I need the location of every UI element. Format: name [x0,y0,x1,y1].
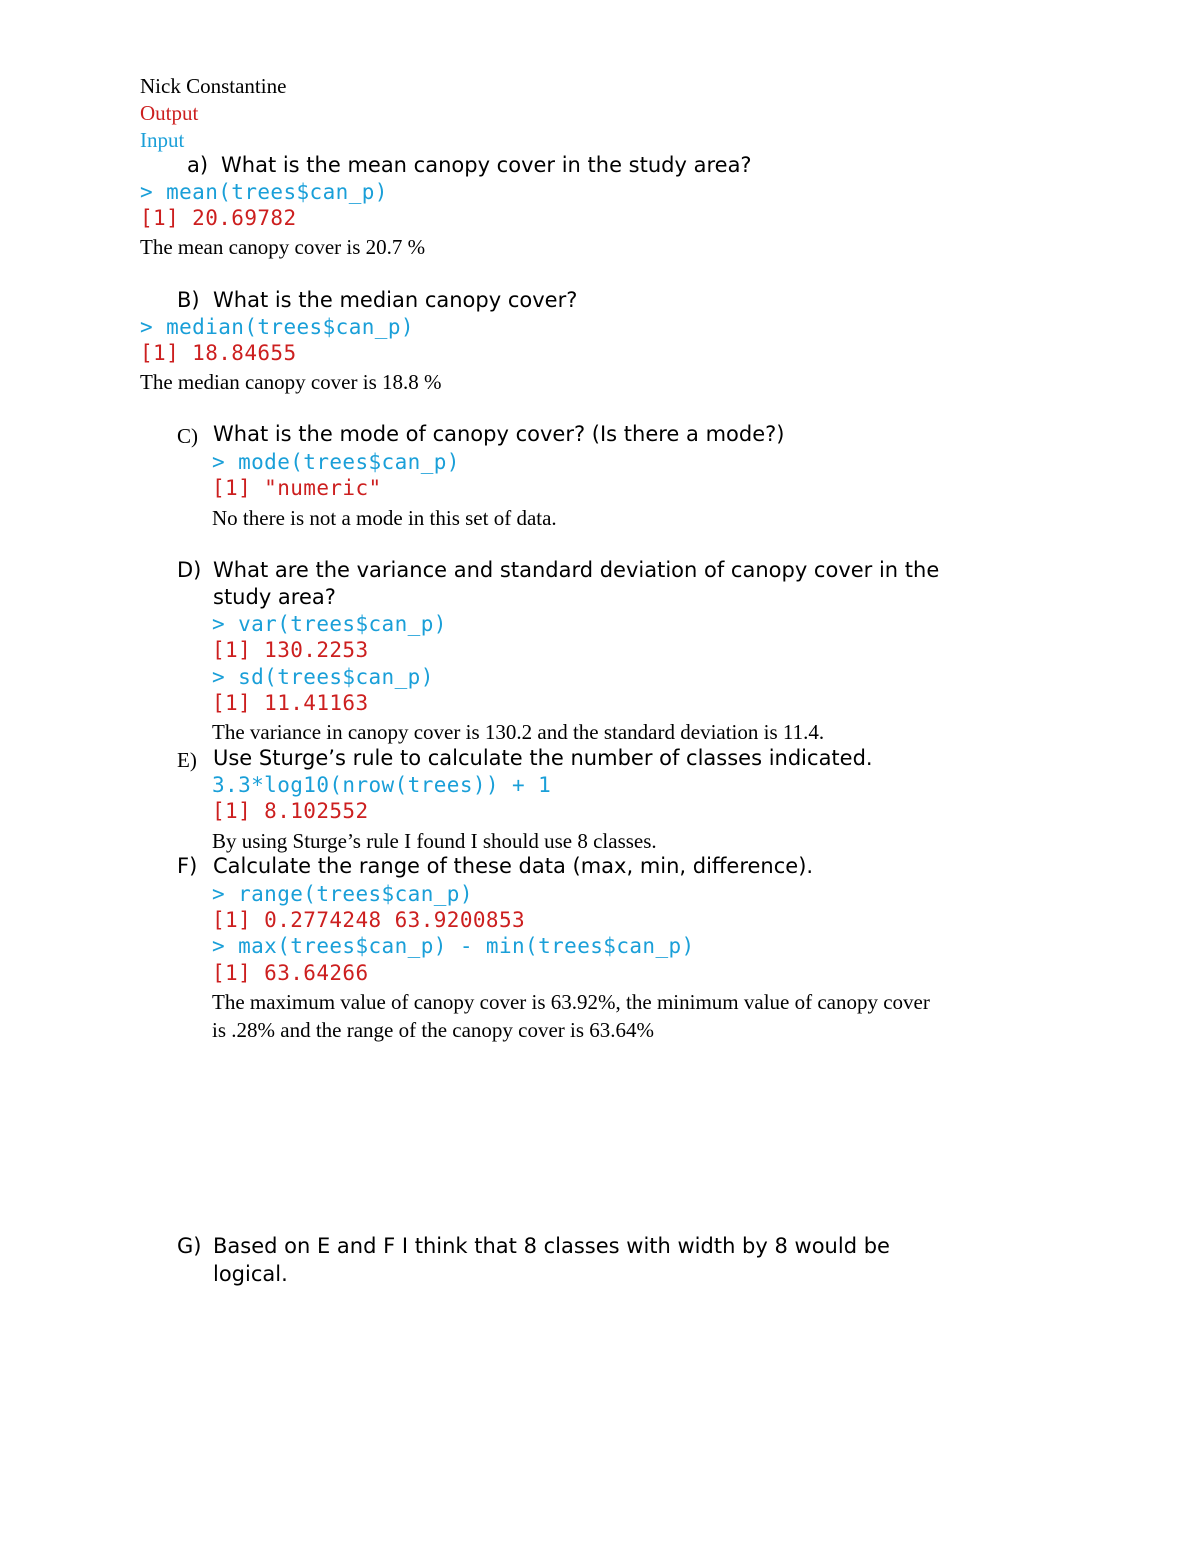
question-a-marker: a) [187,153,209,177]
question-g-marker: G) [177,1234,202,1258]
question-f-answer-line2: is .28% and the range of the canopy cover is 63.64% [212,1018,655,1042]
question-c-text: What is the mode of canopy cover? (Is there a mode?) [213,422,785,446]
question-e-answer: By using Sturge’s rule I found I should use 8 classes. [212,829,657,853]
question-d-answer: The variance in canopy cover is 130.2 and the standard deviation is 11.4. [212,720,825,744]
question-f-output-diff: [1] 63.64266 [212,961,369,985]
question-f-input-range: > range(trees$can_p) [212,882,473,906]
question-a-input: > mean(trees$can_p) [140,180,388,204]
question-b-answer: The median canopy cover is 18.8 % [140,370,442,394]
question-d-marker: D) [177,558,202,582]
question-d-text-line2: study area? [213,585,336,609]
question-a-answer: The mean canopy cover is 20.7 % [140,235,426,259]
question-a-output: [1] 20.69782 [140,206,297,230]
question-b-text: What is the median canopy cover? [213,288,578,312]
question-d-text-line1: What are the variance and standard deviation of canopy cover in the [213,558,940,582]
question-c-output: [1] "numeric" [212,476,382,500]
legend-input: Input [140,128,185,152]
question-c-input: > mode(trees$can_p) [212,450,460,474]
question-g-text-line1: Based on E and F I think that 8 classes with width by 8 would be [213,1234,890,1258]
question-e-input: 3.3*log10(nrow(trees)) + 1 [212,773,552,797]
question-e-output: [1] 8.102552 [212,799,369,823]
question-b-marker: B) [177,288,200,312]
question-c-answer: No there is not a mode in this set of data. [212,506,557,530]
legend-output: Output [140,101,199,125]
question-b-input: > median(trees$can_p) [140,315,414,339]
question-f-output-range: [1] 0.2774248 63.9200853 [212,908,526,932]
question-f-input-diff: > max(trees$can_p) - min(trees$can_p) [212,934,695,958]
question-g-text-line2: logical. [213,1262,288,1286]
question-d-output-sd: [1] 11.41163 [212,691,369,715]
question-f-marker: F) [177,854,198,878]
author-name: Nick Constantine [140,74,287,98]
question-b-output: [1] 18.84655 [140,341,297,365]
question-c-marker: C) [177,424,198,448]
question-e-marker: E) [177,748,197,772]
question-d-input-sd: > sd(trees$can_p) [212,665,434,689]
question-d-output-var: [1] 130.2253 [212,638,369,662]
question-f-answer-line1: The maximum value of canopy cover is 63.92%, the minimum value of canopy cover [212,990,930,1014]
question-a-text: What is the mean canopy cover in the study area? [221,153,752,177]
question-d-input-var: > var(trees$can_p) [212,612,447,636]
question-e-text: Use Sturge’s rule to calculate the number of classes indicated. [213,746,873,770]
question-f-text: Calculate the range of these data (max, min, difference). [213,854,814,878]
